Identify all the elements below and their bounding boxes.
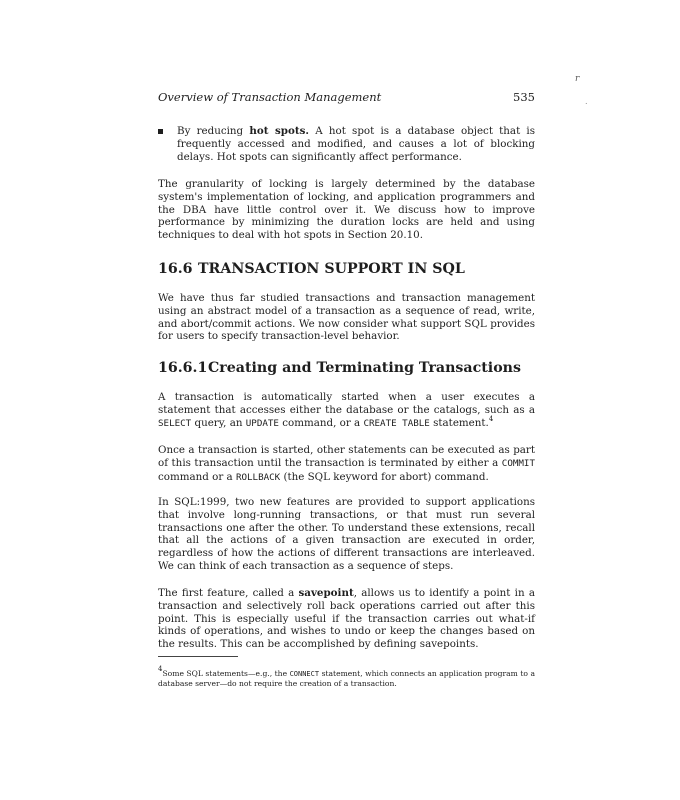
footnote-rule (158, 656, 238, 657)
hot-spots-term: hot spots. (249, 125, 309, 137)
subsection-number: 16.6.1 (158, 360, 208, 376)
code-connect: CONNECT (289, 669, 320, 678)
footnote-mark: 4 (158, 664, 163, 673)
footnote: $^4$Some SQL statements—e.g., the CONNECT statement, which connects an application program to a database server—do not require the creation of a transaction. (158, 664, 536, 688)
code-update: UPDATE (245, 417, 279, 429)
paragraph-transaction-start: A transaction is automatically started when a user executes a statement that accesses either the database or the catalogs, such as a SELECT query, an UPDATE command, or a CREATE TABLE statement.$^4$ (158, 391, 535, 429)
paragraph-sql1999: In SQL:1999, two new features are provided to support applications that involve long-running transactions, or that must run several transactions one after the other. To understand these extensions, recall that all the actions of a given transaction are executed in order, regardless of how the actions of different transactions are interleaved. We can think of each transaction as a sequence of steps. (158, 496, 535, 572)
code-commit: COMMIT (501, 457, 535, 469)
margin-mark: r (575, 74, 580, 84)
section-number: 16.6 (158, 261, 193, 277)
paragraph-granularity: The granularity of locking is largely determined by the database system's implementation of locking, and application programmers and the DBA have little control over it. We discuss how to improve performance by minimizing the duration locks are held and using techniques to deal with hot spots in Section 20.10. (158, 178, 535, 242)
paragraph-savepoint: The first feature, called a savepoint, allows us to identify a point in a transaction and selectively roll back operations carried out after this point. This is especially useful if the transaction carries out what-if kinds of operations, and wishes to undo or keep the changes based on the results. This can be accomplished by defining savepoints. (158, 587, 535, 651)
bullet-text: By reducing hot spots. A hot spot is a database object that is frequently accessed and modified, and causes a lot of blocking delays. Hot spots can significantly affect performance. (177, 125, 536, 163)
code-select: SELECT (158, 417, 192, 429)
subsection-heading (158, 360, 521, 376)
section-heading (158, 261, 465, 277)
subsection-title: Creating and Terminating Transactions (208, 360, 521, 376)
footnote-ref: 4 (488, 414, 494, 423)
section-title: TRANSACTION SUPPORT IN SQL (198, 261, 465, 277)
code-create-table: CREATE TABLE (363, 417, 430, 429)
bullet-hot-spots (158, 125, 535, 163)
running-head-title: Overview of Transaction Management (158, 90, 382, 104)
margin-dot: . (585, 97, 588, 106)
bullet-square-icon (158, 129, 163, 134)
page-number: 535 (513, 90, 535, 104)
paragraph-transaction-end: Once a transaction is started, other statements can be executed as part of this transaction until the transaction is terminated by either a COMMIT command or a ROLLBACK (the SQL keyword for abort) command. (158, 444, 535, 483)
paragraph-section-intro: We have thus far studied transactions and transaction management using an abstract model of a transaction as a sequence of read, write, and abort/commit actions. We now consider what support SQL provides for users to specify transaction-level behavior. (158, 292, 535, 343)
savepoint-term: savepoint (298, 587, 354, 599)
running-head (158, 90, 535, 104)
code-rollback: ROLLBACK (235, 471, 281, 483)
